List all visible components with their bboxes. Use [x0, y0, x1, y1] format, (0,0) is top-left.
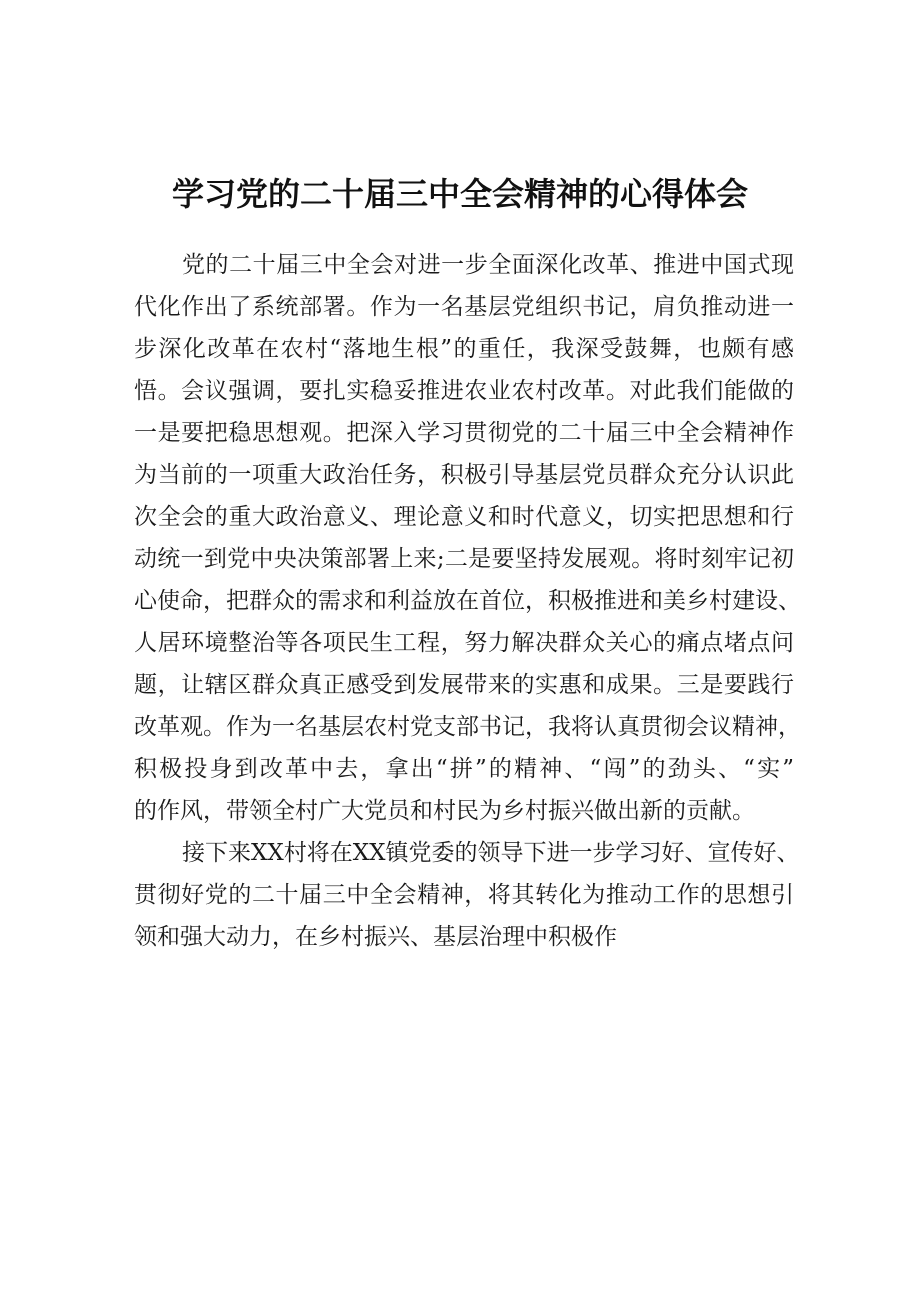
document-title: 学习党的二十届三中全会精神的心得体会 [171, 175, 748, 213]
paragraph-1-line-11: 题，让辖区群众真正感受到发展带来的实惠和成果。三是要践行 [134, 672, 794, 698]
paragraph-1-line-5: 一是要把稳思想观。把深入学习贯彻党的二十届三中全会精神作 [134, 420, 794, 446]
paragraph-1-line-10: 人居环境整治等各项民生工程，努力解决群众关心的痛点堵点问 [134, 630, 794, 656]
paragraph-1-line-3: 步深化改革在农村“落地生根”的重任，我深受鼓舞，也颇有感 [134, 336, 794, 362]
paragraph-1-line-4: 悟。会议强调，要扎实稳妥推进农业农村改革。对此我们能做的 [134, 378, 794, 404]
paragraph-2-line-3: 领和强大动力，在乡村振兴、基层治理中积极作 [134, 924, 617, 950]
paragraph-1-line-12: 改革观。作为一名基层农村党支部书记，我将认真贯彻会议精神， [134, 714, 801, 740]
paragraph-1-line-13: 积极投身到改革中去，拿出“拼”的精神、“闯”的劲头、“实” [134, 756, 794, 782]
paragraph-2-line-1: 接下来XX村将在XX镇党委的领导下进一步学习好、宣传好、 [182, 840, 800, 866]
paragraph-1-line-2: 代化作出了系统部署。作为一名基层党组织书记，肩负推动进一 [134, 294, 794, 320]
paragraph-1-line-9: 心使命，把群众的需求和利益放在首位，积极推进和美乡村建设、 [134, 588, 801, 614]
document-body [134, 244, 801, 958]
paragraph-1-line-14: 的作风，带领全村广大党员和村民为乡村振兴做出新的贡献。 [134, 798, 755, 824]
paragraph-1-line-1: 党的二十届三中全会对进一步全面深化改革、推进中国式现 [182, 252, 794, 278]
paragraph-1-line-6: 为当前的一项重大政治任务，积极引导基层党员群众充分认识此 [134, 462, 794, 488]
paragraph-1-line-8: 动统一到党中央决策部署上来;二是要坚持发展观。将时刻牢记初 [134, 546, 794, 572]
paragraph-1-line-7: 次全会的重大政治意义、理论意义和时代意义，切实把思想和行 [134, 504, 794, 530]
paragraph-2-line-2: 贯彻好党的二十届三中全会精神，将其转化为推动工作的思想引 [134, 882, 794, 908]
